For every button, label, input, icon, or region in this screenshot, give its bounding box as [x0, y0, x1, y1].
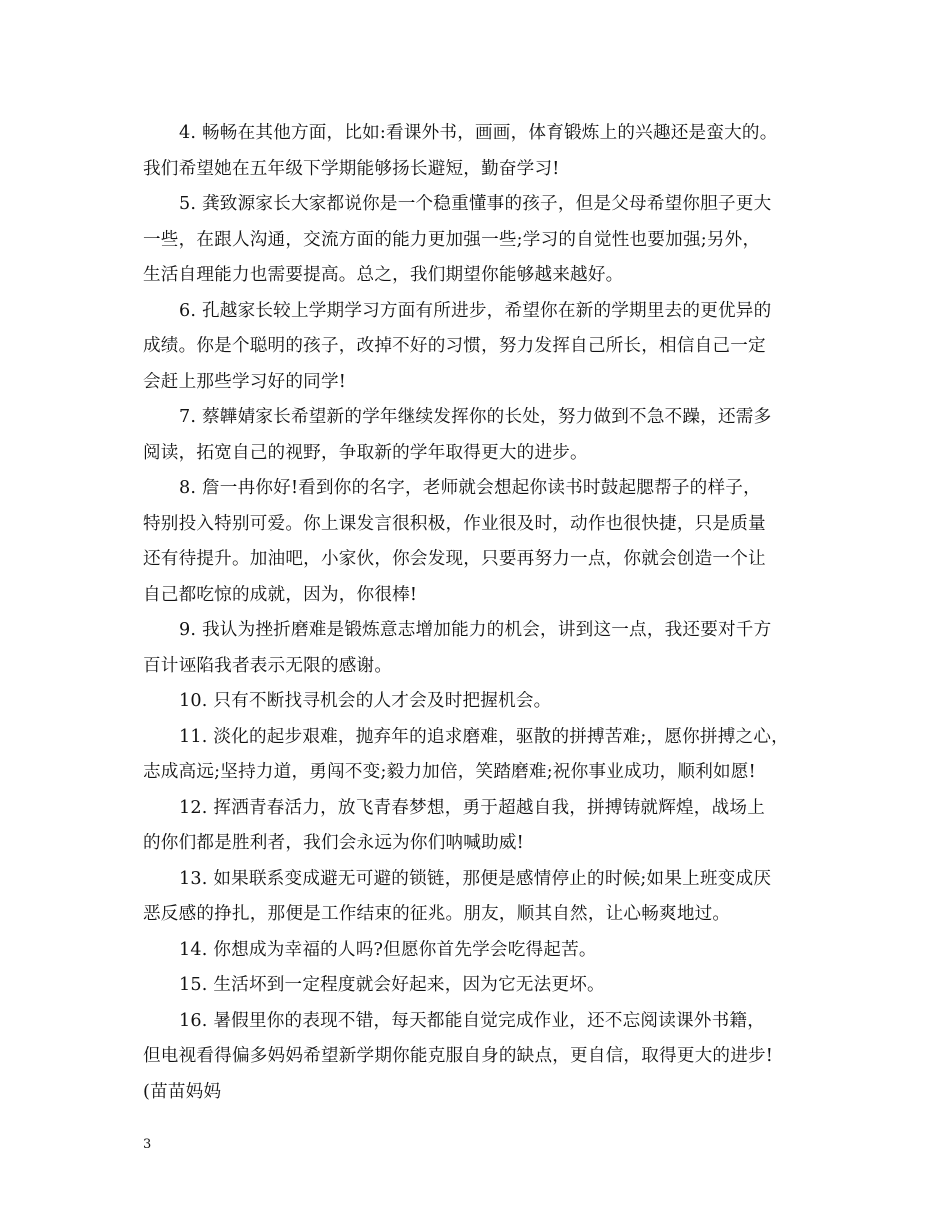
text-line: 成绩。你是个聪明的孩子，改掉不好的习惯，努力发挥自己所长，相信自己一定	[143, 336, 766, 356]
text-line: 4. 畅畅在其他方面，比如:看课外书，画画，体育锻炼上的兴趣还是蛮大的。	[179, 123, 778, 143]
text-line: 阅读，拓宽自己的视野，争取新的学年取得更大的进步。	[143, 442, 588, 463]
text-line: 7. 蔡韡婧家长希望新的学年继续发挥你的长处，努力做到不急不躁，还需多	[179, 407, 772, 427]
text-line: 11. 淡化的起步艰难，抛弃年的追求磨难，驱散的拼搏苦难;，愿你拼搏之心，	[179, 726, 789, 747]
text-line: 自己都吃惊的成就，因为，你很棒!	[143, 584, 418, 605]
text-line: 5. 龚致源家长大家都说你是一个稳重懂事的孩子，但是父母希望你胆子更大	[179, 194, 772, 214]
text-line: 恶反感的挣扎，那便是工作结束的征兆。朋友，顺其自然，让心畅爽地过。	[143, 904, 731, 924]
document-body	[143, 116, 815, 1110]
text-line: 12. 挥洒青春活力，放飞青春梦想，勇于超越自我，拼搏铸就辉煌，战场上	[179, 797, 765, 818]
text-line: 我们希望她在五年级下学期能够扬长避短，勤奋学习!	[143, 158, 560, 179]
text-line: 生活自理能力也需要提高。总之，我们期望你能够越来越好。	[143, 265, 624, 285]
text-line: 一些，在跟人沟通，交流方面的能力更加强一些;学习的自觉性也要加强;另外，	[143, 229, 761, 250]
text-line: (苗苗妈妈	[143, 1081, 222, 1102]
text-line: 10. 只有不断找寻机会的人才会及时把握机会。	[179, 691, 552, 711]
text-line: 16. 暑假里你的表现不错，每天都能自觉完成作业，还不忘阅读课外书籍，	[179, 1010, 765, 1031]
text-line: 13. 如果联系变成避无可避的锁链，那便是感情停止的时候;如果上班变成厌	[179, 868, 772, 889]
text-line: 百计诬陷我者表示无限的感谢。	[143, 655, 393, 676]
text-line: 志成高远;坚持力道，勇闯不变;毅力加倍，笑踏磨难;祝你事业成功，顺利如愿!	[143, 762, 756, 782]
text-line: 还有待提升。加油吧，小家伙，你会发现，只要再努力一点，你就会创造一个让	[143, 549, 766, 569]
text-line: 会赶上那些学习好的同学!	[143, 371, 347, 392]
text-line: 特别投入特别可爱。你上课发言很积极，作业很及时，动作也很快捷，只是质量	[143, 513, 766, 534]
text-line: 的你们都是胜利者，我们会永远为你们呐喊助威!	[143, 833, 524, 853]
text-line: 9. 我认为挫折磨难是锻炼意志增加能力的机会，讲到这一点，我还要对千方	[179, 620, 772, 640]
page-number: 3	[143, 1137, 152, 1152]
text-line: 但电视看得偏多妈妈希望新学期你能克服自身的缺点，更自信，取得更大的进步!	[143, 1046, 774, 1066]
text-line: 6. 孔越家长较上学期学习方面有所进步，希望你在新的学期里去的更优异的	[179, 300, 772, 321]
text-line: 8. 詹一冉你好!看到你的名字，老师就会想起你读书时鼓起腮帮子的样子，	[179, 478, 761, 498]
text-line: 15. 生活坏到一定程度就会好起来，因为它无法更坏。	[179, 975, 605, 995]
text-line: 14. 你想成为幸福的人吗?但愿你首先学会吃得起苦。	[179, 939, 597, 960]
